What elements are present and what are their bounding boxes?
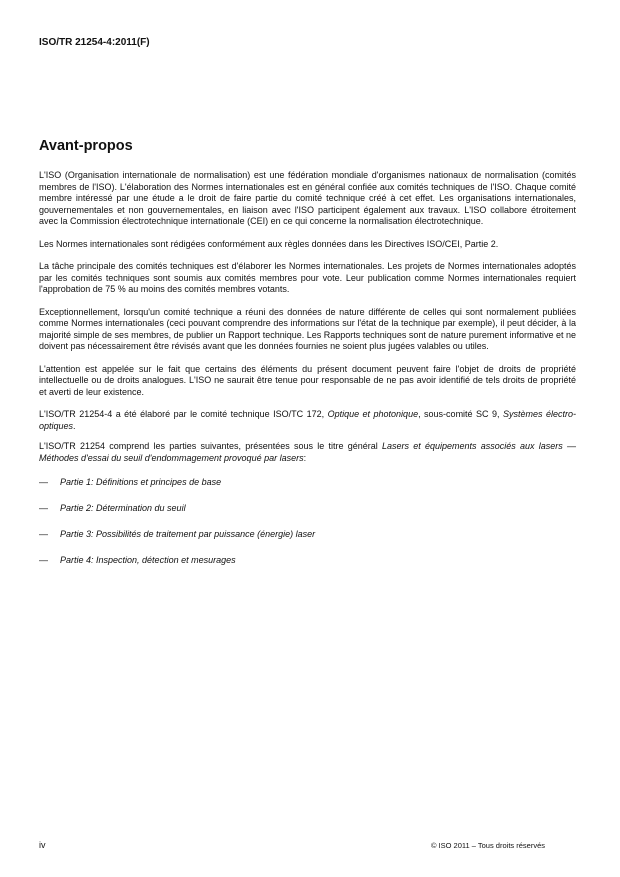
paragraph-directives: Les Normes internationales sont rédigées conformément aux règles données dans les Directives ISO/CEI, Partie 2. <box>39 238 499 249</box>
copyright-notice: © ISO 2011 – Tous droits réservés <box>430 841 545 850</box>
subcommittee-title: Systèmes électro-optiques <box>39 409 576 431</box>
page-number: iv <box>39 840 46 850</box>
paragraph-technical-report: Exceptionnellement, lorsqu'un comité technique a réuni des données de nature différente de celles qui sont normalement publiées comme Normes internationales (ceci pouvant comprendre des informations sur l'état de la technique par exemple), il peut décider, à la majorité simple de ses membres, de publier un Rapport technique. Les Rapports techniques sont de nature purement informative et ne doivent pas nécessairement être révisés avant que les données fournies ne soient plus jugées valables ou utiles. <box>39 306 576 351</box>
text-segment: L'ISO/TR 21254-4 a été élaboré par le comité technique ISO/TC 172, <box>39 409 328 419</box>
document-id: ISO/TR 21254-4:2011(F) <box>39 37 150 48</box>
page-title: Avant-propos <box>39 138 133 154</box>
text-segment: L'ISO/TR 21254 comprend les parties suivantes, présentées sous le titre général <box>39 441 382 451</box>
part-title: Partie 3: Possibilités de traitement par puissance (énergie) laser <box>60 529 316 539</box>
text-segment: . <box>73 420 76 431</box>
list-item <box>39 555 576 567</box>
paragraph-technical-committees: La tâche principale des comités techniques est d'élaborer les Normes internationales. Les projets de Normes internationales adoptés par les comités techniques sont soumis aux comités membres pour vote. Leur publication comme Normes internationales requiert l'approbation de 75 % au moins des comités membres votants. <box>39 261 576 294</box>
general-title: Lasers et équipements associés aux lasers — Méthodes d'essai du seuil d'endommagement provoqué par lasers <box>39 441 577 463</box>
list-item <box>39 477 576 489</box>
text-segment: , sous-comité SC 9, <box>418 409 503 419</box>
parts-list <box>39 477 576 567</box>
committee-title: Optique et photonique <box>327 409 419 419</box>
document-body <box>39 170 576 581</box>
part-title: Partie 4: Inspection, détection et mesurages <box>60 555 236 565</box>
part-title: Partie 2: Détermination du seuil <box>60 503 186 513</box>
dash-bullet: — <box>39 529 48 539</box>
paragraph-patent-rights: L'attention est appelée sur le fait que certains des éléments du présent document peuvent faire l'objet de droits de propriété intellectuelle ou de droits analogues. L'ISO ne saurait être tenue pour responsable de ne pas avoir identifié de tels droits de propriété et averti de leur existence. <box>39 363 576 397</box>
list-item <box>39 529 576 541</box>
dash-bullet: — <box>39 503 48 513</box>
list-item <box>39 503 576 515</box>
paragraph-iso-intro: L'ISO (Organisation internationale de normalisation) est une fédération mondiale d'organismes nationaux de normalisation (comités membres de l'ISO). L'élaboration des Normes internationales est en général confiée aux comités techniques de l'ISO. Chaque comité membre intéressé par une étude a le droit de faire partie du comité technique créé à cet effet. Les organisations internationales, gouvernementales et non gouvernementales, en liaison avec l'ISO participent également aux travaux. L'ISO collabore étroitement avec la Commission électrotechnique internationale (CEI) en ce qui concerne la normalisation électrotechnique. <box>39 170 576 226</box>
text-segment: : <box>303 452 307 463</box>
dash-bullet: — <box>39 477 48 487</box>
part-title: Partie 1: Définitions et principes de base <box>60 477 222 487</box>
paragraph-parts-intro <box>39 441 576 464</box>
paragraph-prepared-by <box>39 409 576 432</box>
dash-bullet: — <box>39 555 48 565</box>
